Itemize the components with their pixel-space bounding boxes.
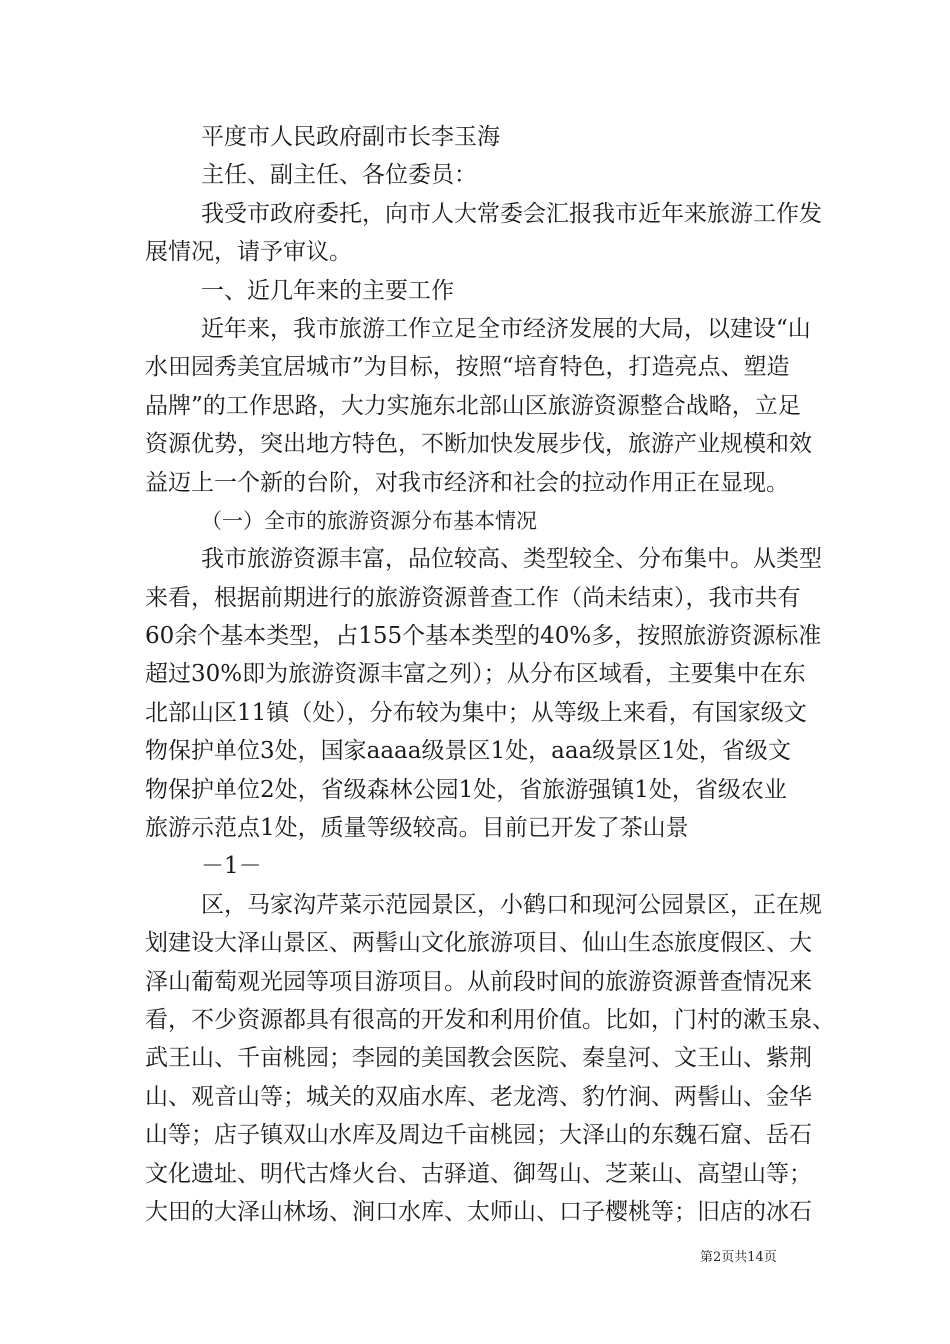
text-line: 文化遗址、明代古烽火台、古驿道、御驾山、芝莱山、高望山等；: [145, 1160, 812, 1187]
inline-page-marker: －1－: [201, 853, 262, 880]
text-line: 展情况，请予审议。: [145, 239, 352, 266]
text-line: 泽山葡萄观光园等项目游项目。从前段时间的旅游资源普查情况来: [145, 968, 812, 995]
text-line: 近年来，我市旅游工作立足全市经济发展的大局，以建设“山: [201, 315, 811, 342]
text-line: 北部山区11镇（处），分布较为集中；从等级上来看，有国家级文: [145, 699, 807, 726]
text-line: 山等；店子镇双山水库及周边千亩桃园；大泽山的东魏石窟、岳石: [145, 1122, 812, 1149]
page-number-footer: 第2页共14页: [700, 1250, 777, 1265]
section-heading: 一、近几年来的主要工作: [201, 277, 454, 304]
document-body: [145, 118, 835, 1231]
text-line: 大田的大泽山林场、涧口水库、太师山、口子樱桃等；旧店的冰石: [145, 1198, 812, 1225]
text-line: 益迈上一个新的台阶，对我市经济和社会的拉动作用正在显现。: [145, 469, 789, 496]
text-line: 物保护单位2处，省级森林公园1处，省旅游强镇1处，省级农业: [145, 776, 787, 803]
text-line: 看，不少资源都具有很高的开发和利用价值。比如，门村的漱玉泉、: [145, 1006, 835, 1033]
text-line: 我市旅游资源丰富，品位较高、类型较全、分布集中。从类型: [201, 546, 822, 573]
text-line: 山、观音山等；城关的双庙水库、老龙湾、豹竹涧、两髻山、金华: [145, 1083, 812, 1110]
text-line: 划建设大泽山景区、两髻山文化旅游项目、仙山生态旅度假区、大: [145, 930, 812, 957]
subsection-heading: （一）全市的旅游资源分布基本情况: [201, 508, 537, 533]
text-line: 我受市政府委托，向市人大常委会汇报我市近年来旅游工作发: [201, 200, 822, 227]
text-line: 超过30%即为旅游资源丰富之列）；从分布区域看，主要集中在东: [145, 661, 806, 688]
text-line: 物保护单位3处，国家aaaa级景区1处，aaa级景区1处，省级文: [145, 738, 791, 765]
author-line: 平度市人民政府副市长李玉海: [201, 124, 500, 150]
text-line: 武王山、千亩桃园；李园的美国教会医院、秦皇河、文王山、紫荆: [145, 1045, 812, 1072]
text-line: 品牌”的工作思路，大力实施东北部山区旅游资源整合战略，立足: [145, 392, 801, 419]
text-line: 60余个基本类型，占155个基本类型的40%多，按照旅游资源标准: [145, 623, 822, 650]
text-line: 资源优势，突出地方特色，不断加快发展步伐，旅游产业规模和效: [145, 431, 812, 458]
text-line: 来看，根据前期进行的旅游资源普查工作（尚未结束），我市共有: [145, 584, 801, 611]
text-line: 区，马家沟芹菜示范园景区，小鹤口和现河公园景区，正在规: [201, 891, 822, 918]
salutation-line: 主任、副主任、各位委员：: [201, 162, 477, 189]
text-line: 水田园秀美宜居城市”为目标，按照“培育特色，打造亮点、塑造: [145, 354, 790, 381]
text-line: 旅游示范点1处，质量等级较高。目前已开发了茶山景: [145, 815, 689, 842]
